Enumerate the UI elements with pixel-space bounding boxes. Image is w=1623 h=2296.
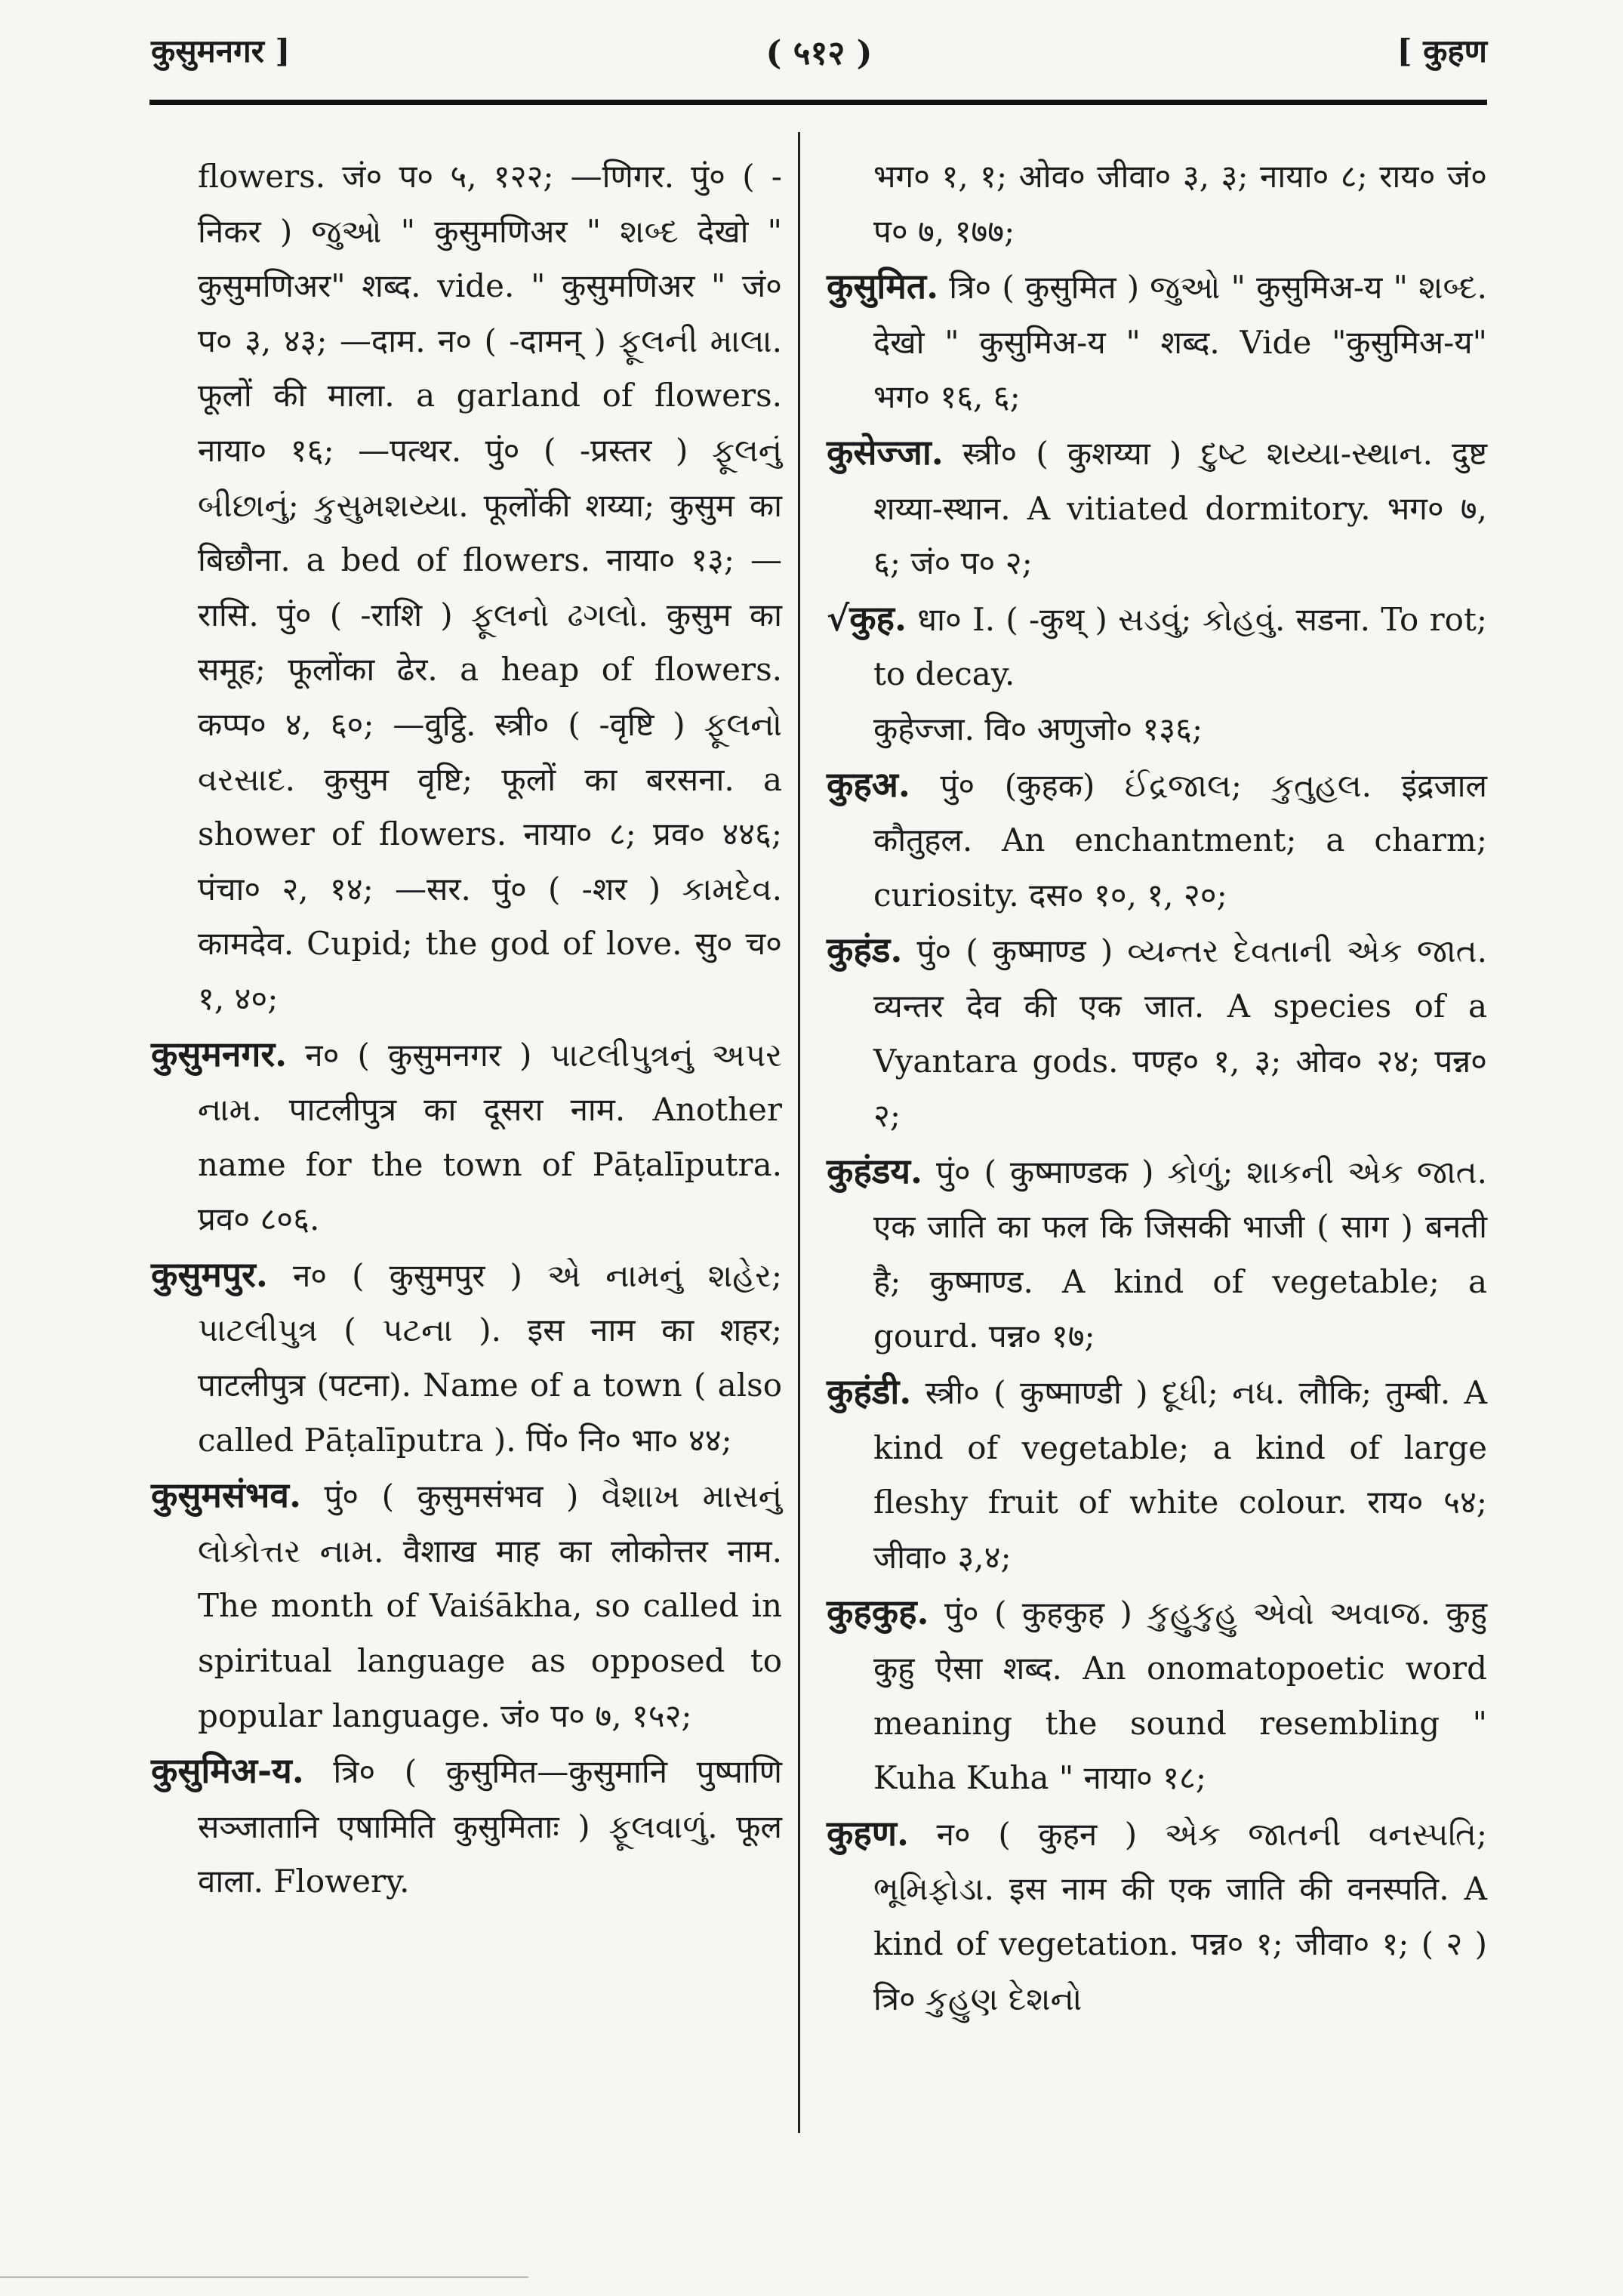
page-number: ( ५१२ ) [765,34,873,72]
headword: √कुह. [827,597,907,639]
dictionary-entry [151,1468,782,1743]
running-head-right: [ कुहण [1397,32,1487,69]
entry-text: पुं० (कुहक) ઈંદ્રજાલ; કુતુહલ. इंद्रजाल कौतुहल. An enchantment; a charm; curiosity. दस० १०, १, २०; [873,766,1487,914]
headword: कुसुमित. [827,266,939,307]
left-column [151,149,782,1909]
dictionary-entry [827,1364,1487,1585]
headword: कुहअ. [827,763,910,805]
entry-text: flowers. जं० प० ५, १२२; —णिगर. पुं० ( -निकर ) જુઓ " कुसुमणिअर " શબ્દ देखो " कुसुमणिअर" शब्द. vide. " कुसुमणिअर " जं० प० ३, ४३; —दाम. न० ( -दामन् ) ફૂલની માલા. फूलों की माला. a garland of flowers. नाया० १६; —पत्थर. पुं० ( -प्रस्तर ) ફૂલનું બીછાનું; કુસુમશય્યા. फूलोंकी शय्या; कुसुम का बिछौना. a bed of flowers. नाया० १३; —रासि. पुं० ( -राशि ) ફૂલનો ઢગલો. कुसुम का समूह; फूलोंका ढेर. a heap of flowers. कप्प० ४, ६०; —वुट्ठि. स्त्री० ( -वृष्टि ) ફૂલનો વરસાદ. कुसुम वृष्टि; फूलों का बरसना. a shower of flowers. नाया० ८; प्रव० ४४६; पंचा० २, १४; —सर. पुं० ( -शर ) કામદેવ. कामदेव. Cupid; the god of love. सु० च० १, ४०; [198,158,782,1017]
headword: कुसुमसंभव. [151,1475,301,1516]
entry-text: पुं० ( कुष्माण्ड ) વ્યન્તર દેવતાની એક જાત. व्यन्तर देव की एक जात. A species of a Vyantara gods. पण्ह० १, ३; ओव० २४; पन्न० २; [873,932,1487,1135]
entry-text: स्त्री० ( कुशय्या ) દુષ્ટ શય્યા-સ્થાન. दुष्ट शय्या-स्थान. A vitiated dormitory. भग० ७, ६; जं० प० २; [873,434,1487,582]
dictionary-entry [827,1144,1487,1364]
right-column [827,149,1487,2026]
entry-text: पुं० ( कुहकुह ) કુહુકુહુ એવો અવાજ. कुहु कुहु ऐसा शब्द. An onomatopoetic word meaning the sound resembling " Kuha Kuha " नाया० १८; [873,1595,1487,1797]
dictionary-entry [827,1585,1487,1805]
column-divider [798,132,800,2133]
entry-text: त्रि० ( कुसुमित ) જુઓ " कुसुमिअ-य " શબ્દ. देखो " कुसुमिअ-य " शब्द. Vide "कुसुमिअ-य" भग० १६, ६; [873,269,1487,416]
entry-text: त्रि० ( कुसुमित—कुसुमानि पुष्पाणि सञ्जातानि एषामिति कुसुमिताः ) ફૂલવાળું. फूल वाला. Flowery. [198,1753,782,1900]
headword: कुहंड. [827,929,903,971]
dictionary-entry [827,1806,1487,2026]
running-head-left: कुसुमनगर ] [151,32,291,69]
dictionary-entry [827,591,1487,702]
entry-text: न० ( कुसुमपुर ) એ નામનું શહેર; પાટલીપુત્ર ( પટના ). इस नाम का शहर; पाटलीपुत्र (पटना). Name of a town ( also called Pāṭalīputra ). पिं० नि० भा० ४४; [198,1256,783,1459]
headword: कुसुमिअ-य. [151,1750,304,1792]
entry-text: पुं० ( कुसुमसंभव ) વૈશાખ માસનું લોકોત્તર નામ. वैशाख माह का लोकोत्तर नाम. The month of Vaiśākha, so called in spiritual language as opposed to popular language. जं० प० ७, १५२; [198,1478,782,1734]
dictionary-entry [827,702,1487,757]
entry-text: धा० I. ( -कुथ् ) સડવું; કોહવું. सडना. To rot; to decay. [873,600,1487,693]
entry-text: कुहेज्जा. वि० अणुजो० १३६; [873,710,1203,747]
entry-text: पुं० ( कुष्माण्डक ) કોળું; શાકની એક જાત. एक जाति का फल कि जिसकी भाजी ( साग ) बनती है; कुष्माण्ड. A kind of vegetable; a gourd. पन्न० १७; [873,1153,1487,1355]
headword: कुहण. [827,1812,910,1854]
entry-text: न० ( कुहन ) એક જાતની વનસ્પતિ; ભૂમિફોડા. इस नाम की एक जाति की वनस्पति. A kind of vegetation. पन्न० १; जीवा० १; ( २ ) त्रि० કુહુણ દેશનો [873,1815,1487,2017]
headword: कुहंडी. [827,1371,912,1413]
headword: कुहंडय. [827,1150,923,1191]
dictionary-entry [827,259,1487,425]
dictionary-entry [827,923,1487,1143]
headword: कुसुमपुर. [151,1253,268,1295]
scan-edge [0,2276,528,2278]
entry-text: स्त्री० ( कुष्माण्डी ) દૂધી; નધ. लौकि; तुम्बी. A kind of vegetable; a kind of large fleshy fruit of white colour. राय० ५४; जीवा० ३,४; [873,1374,1487,1576]
dictionary-entry [827,757,1487,923]
headword: कुहकुह. [827,1592,929,1633]
page-header [151,29,1487,82]
dictionary-entry [151,1743,782,1909]
dictionary-entry [827,149,1487,259]
dictionary-entry [827,425,1487,591]
headword: कुसेज्जा. [827,431,944,473]
header-rule [149,100,1487,105]
entry-text: भग० १, १; ओव० जीवा० ३, ३; नाया० ८; राय० जं० प० ७, १७७; [873,158,1487,250]
entry-text: न० ( कुसुमनगर ) પાટલીપુત્રનું અપર નામ. पाटलीपुत्र का दूसरा नाम. Another name for the town of Pāṭalīputra. प्रव० ८०६. [198,1036,782,1238]
dictionary-entry [151,149,782,1027]
dictionary-entry [151,1247,782,1468]
dictionary-entry [151,1027,782,1247]
headword: कुसुमनगर. [151,1033,288,1074]
